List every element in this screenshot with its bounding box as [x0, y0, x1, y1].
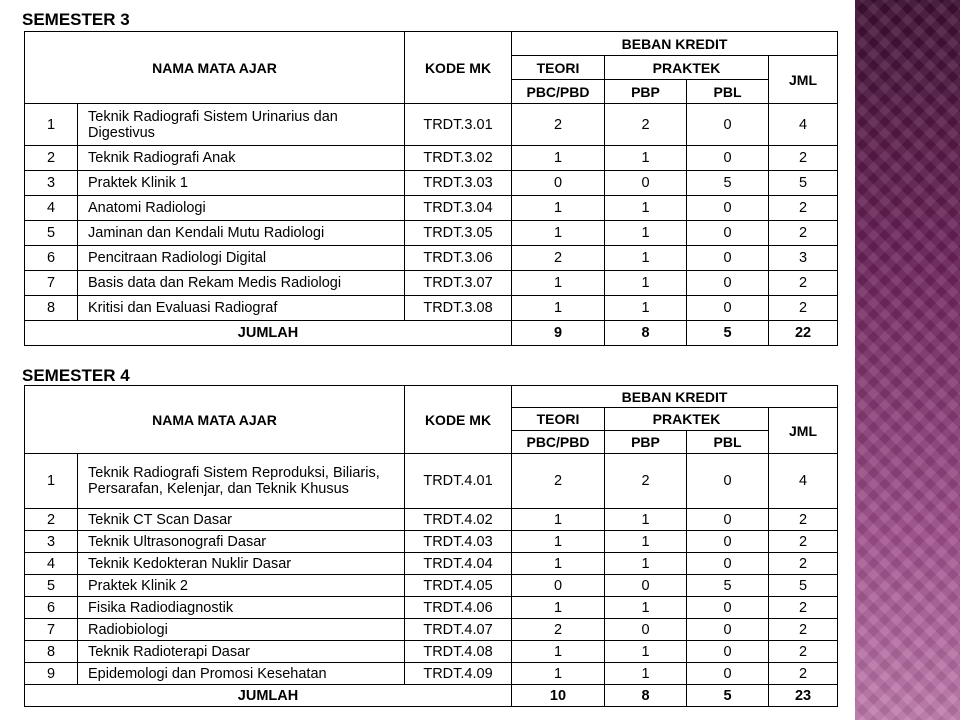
- course-name: Pencitraan Radiologi Digital: [78, 246, 405, 271]
- row-number: 5: [25, 575, 78, 597]
- credit-pbc-pbd: 2: [512, 246, 605, 271]
- table-row: [25, 619, 838, 641]
- course-code: TRDT.4.04: [405, 553, 512, 575]
- decorative-side-panel: [855, 0, 960, 720]
- credit-pbl: 0: [687, 296, 769, 321]
- header-jml: JML: [769, 56, 838, 104]
- course-name: Kritisi dan Evaluasi Radiograf: [78, 296, 405, 321]
- credit-jml: 2: [769, 619, 838, 641]
- total-pbp: 8: [605, 685, 687, 707]
- row-number: 8: [25, 296, 78, 321]
- course-code: TRDT.3.03: [405, 171, 512, 196]
- credit-jml: 5: [769, 171, 838, 196]
- credit-pbl: 0: [687, 221, 769, 246]
- credit-pbl: 0: [687, 509, 769, 531]
- credit-pbc-pbd: 0: [512, 575, 605, 597]
- course-code: TRDT.4.09: [405, 663, 512, 685]
- row-number: 9: [25, 663, 78, 685]
- row-number: 6: [25, 597, 78, 619]
- credit-pbl: 0: [687, 246, 769, 271]
- course-name: Anatomi Radiologi: [78, 196, 405, 221]
- table-row: [25, 531, 838, 553]
- header-jml: JML: [769, 408, 838, 454]
- header-praktek: PRAKTEK: [605, 56, 769, 80]
- credit-pbl: 0: [687, 531, 769, 553]
- semester-3-title: SEMESTER 3: [22, 10, 130, 29]
- total-pbp: 8: [605, 321, 687, 346]
- course-name: Praktek Klinik 1: [78, 171, 405, 196]
- credit-pbl: 0: [687, 104, 769, 146]
- credit-pbp: 1: [605, 553, 687, 575]
- table-row: [25, 271, 838, 296]
- row-number: 7: [25, 271, 78, 296]
- course-name: Teknik Kedokteran Nuklir Dasar: [78, 553, 405, 575]
- total-row: [25, 685, 838, 707]
- credit-jml: 3: [769, 246, 838, 271]
- credit-jml: 2: [769, 296, 838, 321]
- credit-jml: 2: [769, 553, 838, 575]
- course-code: TRDT.3.01: [405, 104, 512, 146]
- course-name: Epidemologi dan Promosi Kesehatan: [78, 663, 405, 685]
- credit-pbc-pbd: 1: [512, 196, 605, 221]
- row-number: 4: [25, 196, 78, 221]
- credit-jml: 4: [769, 454, 838, 509]
- table-row: [25, 246, 838, 271]
- credit-pbp: 1: [605, 146, 687, 171]
- total-pbl: 5: [687, 321, 769, 346]
- table-row: [25, 104, 838, 146]
- total-jml: 22: [769, 321, 838, 346]
- credit-pbp: 1: [605, 641, 687, 663]
- header-pbl: PBL: [687, 80, 769, 104]
- credit-pbc-pbd: 1: [512, 663, 605, 685]
- header-nama-mata-ajar: NAMA MATA AJAR: [25, 386, 405, 454]
- header-beban-kredit: BEBAN KREDIT: [512, 32, 838, 56]
- credit-pbc-pbd: 1: [512, 553, 605, 575]
- course-name: Teknik Radiografi Sistem Urinarius dan Digestivus: [78, 104, 405, 146]
- credit-pbc-pbd: 1: [512, 531, 605, 553]
- credit-pbp: 1: [605, 531, 687, 553]
- total-label: JUMLAH: [25, 685, 512, 707]
- table-row: [25, 221, 838, 246]
- table-row: [25, 171, 838, 196]
- header-beban-kredit: BEBAN KREDIT: [512, 386, 838, 408]
- credit-pbl: 0: [687, 641, 769, 663]
- credit-pbc-pbd: 1: [512, 146, 605, 171]
- row-number: 8: [25, 641, 78, 663]
- credit-pbc-pbd: 2: [512, 454, 605, 509]
- credit-pbc-pbd: 1: [512, 641, 605, 663]
- credit-jml: 2: [769, 221, 838, 246]
- credit-pbl: 5: [687, 171, 769, 196]
- row-number: 3: [25, 171, 78, 196]
- table-row: [25, 509, 838, 531]
- credit-pbl: 0: [687, 271, 769, 296]
- credit-pbc-pbd: 1: [512, 509, 605, 531]
- credit-pbc-pbd: 1: [512, 221, 605, 246]
- header-pbc-pbd: PBC/PBD: [512, 431, 605, 454]
- credit-pbc-pbd: 2: [512, 619, 605, 641]
- row-number: 2: [25, 146, 78, 171]
- credit-pbl: 0: [687, 597, 769, 619]
- credit-jml: 2: [769, 597, 838, 619]
- course-code: TRDT.4.06: [405, 597, 512, 619]
- total-row: [25, 321, 838, 346]
- credit-pbc-pbd: 1: [512, 271, 605, 296]
- course-code: TRDT.4.05: [405, 575, 512, 597]
- course-code: TRDT.3.04: [405, 196, 512, 221]
- header-row: [25, 32, 838, 56]
- course-name: Teknik Ultrasonografi Dasar: [78, 531, 405, 553]
- row-number: 6: [25, 246, 78, 271]
- credit-pbp: 1: [605, 246, 687, 271]
- course-code: TRDT.3.06: [405, 246, 512, 271]
- header-pbp: PBP: [605, 431, 687, 454]
- header-nama-mata-ajar: NAMA MATA AJAR: [25, 32, 405, 104]
- total-pbc-pbd: 9: [512, 321, 605, 346]
- credit-pbp: 2: [605, 104, 687, 146]
- total-pbl: 5: [687, 685, 769, 707]
- course-name: Praktek Klinik 2: [78, 575, 405, 597]
- row-number: 5: [25, 221, 78, 246]
- header-pbl: PBL: [687, 431, 769, 454]
- table-row: [25, 196, 838, 221]
- credit-jml: 2: [769, 531, 838, 553]
- credit-pbc-pbd: 1: [512, 597, 605, 619]
- course-name: Teknik Radiografi Sistem Reproduksi, Biliaris, Persarafan, Kelenjar, dan Teknik Khusus: [78, 454, 405, 509]
- table-row: [25, 454, 838, 509]
- course-name: Teknik Radioterapi Dasar: [78, 641, 405, 663]
- credit-pbp: 1: [605, 271, 687, 296]
- credit-pbc-pbd: 1: [512, 296, 605, 321]
- total-label: JUMLAH: [25, 321, 512, 346]
- credit-pbl: 0: [687, 663, 769, 685]
- credit-jml: 4: [769, 104, 838, 146]
- table-row: [25, 146, 838, 171]
- credit-pbc-pbd: 0: [512, 171, 605, 196]
- credit-pbl: 0: [687, 196, 769, 221]
- total-pbc-pbd: 10: [512, 685, 605, 707]
- row-number: 7: [25, 619, 78, 641]
- course-name: Radiobiologi: [78, 619, 405, 641]
- credit-pbp: 1: [605, 221, 687, 246]
- credit-pbp: 1: [605, 509, 687, 531]
- course-code: TRDT.3.08: [405, 296, 512, 321]
- row-number: 2: [25, 509, 78, 531]
- row-number: 4: [25, 553, 78, 575]
- course-code: TRDT.4.07: [405, 619, 512, 641]
- course-code: TRDT.4.02: [405, 509, 512, 531]
- semester-4-table: [24, 385, 838, 707]
- table-row: [25, 597, 838, 619]
- credit-jml: 2: [769, 146, 838, 171]
- credit-pbc-pbd: 2: [512, 104, 605, 146]
- course-name: Teknik CT Scan Dasar: [78, 509, 405, 531]
- header-teori: TEORI: [512, 56, 605, 80]
- credit-pbp: 1: [605, 663, 687, 685]
- credit-jml: 2: [769, 509, 838, 531]
- header-row: [25, 386, 838, 408]
- credit-jml: 2: [769, 196, 838, 221]
- semester-4-title: SEMESTER 4: [22, 366, 130, 385]
- credit-pbp: 1: [605, 196, 687, 221]
- course-code: TRDT.3.07: [405, 271, 512, 296]
- course-name: Fisika Radiodiagnostik: [78, 597, 405, 619]
- course-name: Teknik Radiografi Anak: [78, 146, 405, 171]
- course-code: TRDT.4.03: [405, 531, 512, 553]
- course-code: TRDT.3.02: [405, 146, 512, 171]
- credit-pbp: 2: [605, 454, 687, 509]
- credit-pbl: 0: [687, 454, 769, 509]
- credit-pbl: 0: [687, 553, 769, 575]
- course-code: TRDT.3.05: [405, 221, 512, 246]
- course-name: Jaminan dan Kendali Mutu Radiologi: [78, 221, 405, 246]
- header-kode-mk: KODE MK: [405, 386, 512, 454]
- credit-pbp: 1: [605, 296, 687, 321]
- credit-pbl: 5: [687, 575, 769, 597]
- credit-pbl: 0: [687, 619, 769, 641]
- row-number: 1: [25, 454, 78, 509]
- header-teori: TEORI: [512, 408, 605, 431]
- credit-jml: 2: [769, 663, 838, 685]
- header-praktek: PRAKTEK: [605, 408, 769, 431]
- semester-3-table: [24, 31, 838, 346]
- credit-pbp: 1: [605, 597, 687, 619]
- credit-jml: 2: [769, 641, 838, 663]
- credit-pbp: 0: [605, 171, 687, 196]
- row-number: 1: [25, 104, 78, 146]
- credit-pbl: 0: [687, 146, 769, 171]
- course-code: TRDT.4.01: [405, 454, 512, 509]
- total-jml: 23: [769, 685, 838, 707]
- course-code: TRDT.4.08: [405, 641, 512, 663]
- credit-pbp: 0: [605, 619, 687, 641]
- table-row: [25, 296, 838, 321]
- header-pbp: PBP: [605, 80, 687, 104]
- credit-pbp: 0: [605, 575, 687, 597]
- table-row: [25, 663, 838, 685]
- header-kode-mk: KODE MK: [405, 32, 512, 104]
- table-row: [25, 553, 838, 575]
- row-number: 3: [25, 531, 78, 553]
- table-row: [25, 641, 838, 663]
- credit-jml: 2: [769, 271, 838, 296]
- course-name: Basis data dan Rekam Medis Radiologi: [78, 271, 405, 296]
- table-row: [25, 575, 838, 597]
- credit-jml: 5: [769, 575, 838, 597]
- header-pbc-pbd: PBC/PBD: [512, 80, 605, 104]
